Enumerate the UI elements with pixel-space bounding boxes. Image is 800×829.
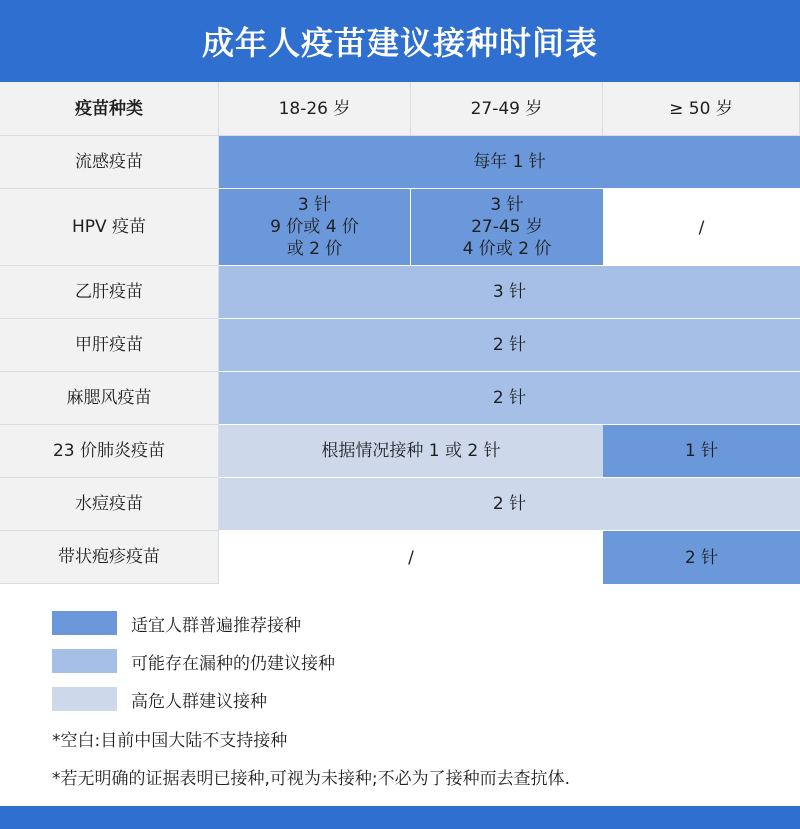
cell-zoster-50-plus: 2 针 bbox=[603, 531, 800, 584]
legend-item-catchup bbox=[52, 648, 335, 674]
cell-mmr-all: 2 针 bbox=[219, 372, 800, 425]
cell-hepb-all: 3 针 bbox=[219, 266, 800, 319]
row-label-zoster: 带状疱疹疫苗 bbox=[0, 531, 219, 584]
cell-hpv-27-49 bbox=[411, 189, 603, 266]
cell-hpv-27-49-line1: 3 针 bbox=[490, 195, 524, 215]
column-header-27-49: 27-49 岁 bbox=[411, 82, 603, 136]
bottom-bar bbox=[0, 806, 800, 829]
row-label-flu: 流感疫苗 bbox=[0, 136, 219, 189]
legend-swatch-mid bbox=[52, 649, 117, 673]
cell-hpv-18-26-line2: 9 价或 4 价 bbox=[270, 217, 359, 237]
cell-zoster-18-49: / bbox=[219, 531, 603, 584]
row-label-varicella: 水痘疫苗 bbox=[0, 478, 219, 531]
row-label-hpv: HPV 疫苗 bbox=[0, 189, 219, 266]
cell-pneumo-50-plus: 1 针 bbox=[603, 425, 800, 478]
column-header-18-26: 18-26 岁 bbox=[219, 82, 411, 136]
vaccine-schedule-table bbox=[0, 82, 800, 584]
legend-label-high-risk: 高危人群建议接种 bbox=[131, 691, 267, 712]
cell-hpv-27-49-line3: 4 价或 2 价 bbox=[462, 239, 552, 259]
note-antibody: *若无明确的证据表明已接种,可视为未接种;不必为了接种而去查抗体. bbox=[52, 769, 571, 789]
cell-hpv-18-26-line1: 3 针 bbox=[297, 195, 332, 215]
cell-hpv-27-49-line2: 27-45 岁 bbox=[471, 217, 543, 237]
row-label-hepb: 乙肝疫苗 bbox=[0, 266, 219, 319]
legend-swatch-light bbox=[52, 687, 117, 711]
row-label-pneumo: 23 价肺炎疫苗 bbox=[0, 425, 219, 478]
legend bbox=[0, 584, 800, 806]
cell-hpv-18-26-line3: 或 2 价 bbox=[286, 239, 343, 259]
column-header-vaccine-type: 疫苗种类 bbox=[0, 82, 219, 136]
column-header-50-plus: ≥ 50 岁 bbox=[603, 82, 800, 136]
cell-hpv-50-plus: / bbox=[603, 189, 800, 266]
cell-pneumo-18-49: 根据情况接种 1 或 2 针 bbox=[219, 425, 603, 478]
cell-flu-all: 每年 1 针 bbox=[219, 136, 800, 189]
legend-swatch-dark bbox=[52, 611, 117, 635]
page-title: 成年人疫苗建议接种时间表 bbox=[0, 0, 800, 82]
legend-label-recommended: 适宜人群普遍推荐接种 bbox=[131, 615, 301, 636]
row-label-hepa: 甲肝疫苗 bbox=[0, 319, 219, 372]
note-blank: *空白:目前中国大陆不支持接种 bbox=[52, 731, 288, 751]
cell-varicella-all: 2 针 bbox=[219, 478, 800, 531]
legend-item-high-risk bbox=[52, 686, 267, 712]
cell-hepa-all: 2 针 bbox=[219, 319, 800, 372]
legend-item-recommended bbox=[52, 610, 301, 636]
legend-label-catchup: 可能存在漏种的仍建议接种 bbox=[131, 653, 335, 674]
cell-hpv-18-26 bbox=[219, 189, 411, 266]
row-label-mmr: 麻腮风疫苗 bbox=[0, 372, 219, 425]
